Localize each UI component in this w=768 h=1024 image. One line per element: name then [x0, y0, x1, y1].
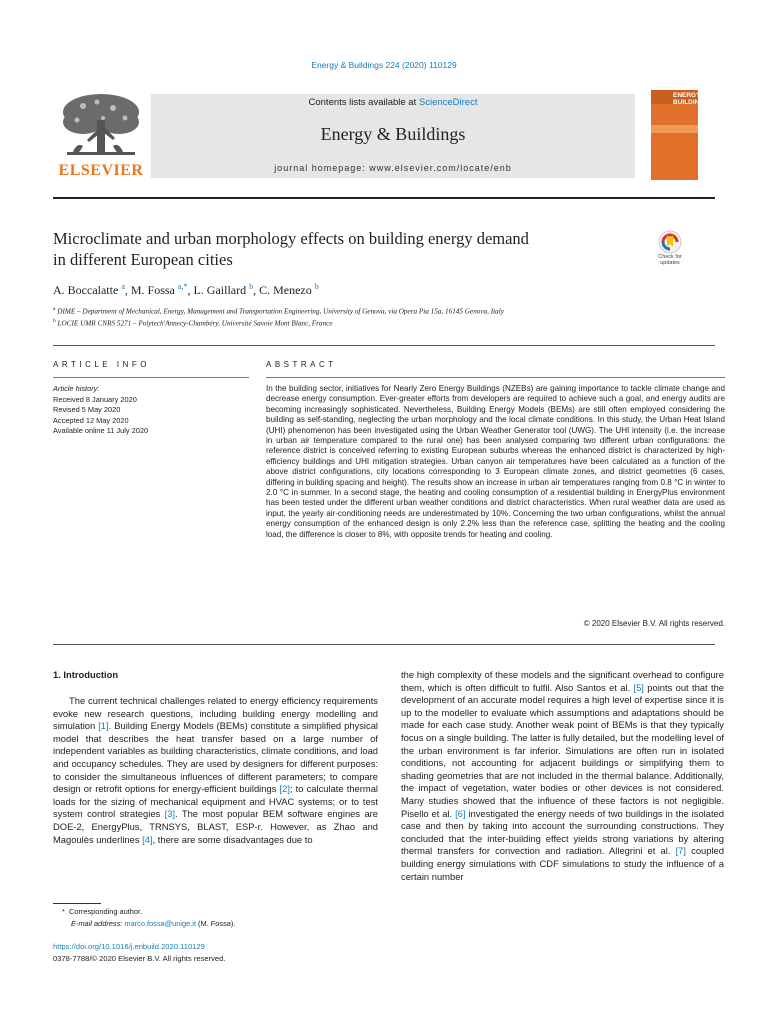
- received-date: Received 8 January 2020: [53, 394, 137, 404]
- affiliation-a: [53, 306, 504, 315]
- article-title-line-1: Microclimate and urban morphology effects on building energy demand: [53, 229, 529, 248]
- intro-paragraph-right: [401, 669, 724, 883]
- elsevier-wordmark: ELSEVIER: [58, 162, 144, 179]
- author-name[interactable]: A. Boccalatte: [53, 283, 119, 297]
- article-history: [53, 384, 253, 437]
- body-text-segment: points out that the development of an accurate model requires a high level of expertise since it is up to the modeller to evaluate which assumptions and adaptations should be made for each case study. Another weak point of BEMs is that they typically focus on a single building. The latter is fully detailed, but the modelling level of the urban environment is far inferior. Simulations are often run in isolated conditions, not accounting for adjacent buildings or simplifying them to shading geometries that are not included in the thermal balance. Additionally, the impact of vegetation, water bodies or other devices is not considered. Many studies showed that the influence of these factors is not negligible. Pisello et al.: [401, 681, 724, 819]
- author-name[interactable]: L. Gaillard: [193, 283, 247, 297]
- author-list: A. Boccalatte $^a$, M. Fossa $^{a,*}$, L. Gaillard $^b$, C. Menezo $^b$: [53, 282, 319, 297]
- cover-mid-band: [651, 125, 698, 133]
- footnote-text: Corresponding author.: [69, 907, 143, 916]
- intro-paragraph-left: [53, 695, 378, 846]
- affiliation-text: LOCIE UMR CNRS 5271 – Polytech'Annecy-Chambéry, Université Savoie Mont Blanc, France: [57, 319, 333, 328]
- body-text-segment: ; to calculate thermal loads for the sizing of mechanical equipment and HVAC systems; or to test system control strategies: [53, 783, 378, 820]
- article-info-heading: ARTICLE INFO: [53, 360, 150, 369]
- affiliation-divider: [53, 345, 715, 346]
- cover-title: ENERGY BUILDINGS: [673, 92, 709, 106]
- footnote-rule: [53, 903, 101, 904]
- reference-link[interactable]: [7]: [675, 845, 686, 857]
- reference-link[interactable]: [1]: [98, 720, 109, 732]
- abstract-heading: ABSTRACT: [266, 360, 337, 369]
- corresponding-author-note: [62, 907, 142, 916]
- author-email-link[interactable]: marco.fossa@unige.it: [124, 919, 196, 928]
- author-affiliation-mark[interactable]: a,*: [177, 282, 188, 291]
- issn-copyright: 0378-7788/© 2020 Elsevier B.V. All rights reserved.: [53, 954, 226, 963]
- reference-link[interactable]: [3]: [164, 808, 176, 820]
- header-rule: [53, 197, 715, 199]
- journal-banner: [151, 94, 635, 178]
- check-for-updates-label: Check for updates: [658, 254, 682, 266]
- online-date: Available online 11 July 2020: [53, 426, 149, 435]
- reference-link[interactable]: [5]: [633, 681, 644, 693]
- body-text-segment: , there are some disadvantages due to: [152, 833, 313, 845]
- body-text-segment: coupled building energy simulations with CDF simulations to study the influence of a certain number: [401, 845, 724, 882]
- abstract-body: [266, 384, 725, 540]
- body-text-segment: The current technical challenges related to energy efficiency requirements evoke new research questions, including building energy modelling and simulation: [53, 695, 378, 732]
- body-left-column: [53, 695, 378, 846]
- journal-cover-thumbnail: [651, 90, 709, 180]
- article-info-rule: [53, 377, 249, 378]
- abstract-copyright: © 2020 Elsevier B.V. All rights reserved.: [583, 619, 725, 628]
- journal-citation-link[interactable]: Energy & Buildings 224 (2020) 110129: [311, 60, 457, 70]
- author-name[interactable]: M. Fossa: [130, 283, 175, 297]
- article-title: [53, 228, 643, 270]
- affiliation-marker: a: [53, 306, 56, 312]
- body-text-segment: . The most popular BEM software engines are DOE-2, EnergyPlus, TRNSYS, BLAST, ESP-r. However, as Zhao and Magoulès underlines: [53, 808, 378, 845]
- article-title-line-2: in different European cities: [53, 250, 233, 269]
- contents-availability: [151, 97, 635, 108]
- author-affiliation-mark[interactable]: b: [314, 282, 319, 291]
- journal-header: [53, 90, 709, 182]
- affiliation-text: DIME – Department of Mechanical, Energy, Management and Transportation Engineering, University of Genova, via Opera Pia 15a, 16145 Genova, Italy: [57, 307, 504, 316]
- email-note: [71, 919, 235, 928]
- journal-homepage[interactable]: journal homepage: www.elsevier.com/locate/enb: [274, 163, 512, 173]
- revised-date: Revised 5 May 2020: [53, 405, 121, 414]
- abstract-text: In the building sector, initiatives for Nearly Zero Energy Buildings (NZEBs) are gaining importance to tackle climate change and decrease energy consumption. Ever-greater efforts from developers are required to achieve such a goal, and energy audits are becoming increasingly sophisticated. Nevertheless, Building Energy Models (BEMs) are still often employed considering the building as self-standing, neglecting the urban morphology and the local climate conditions. In this study, the Urban Heat Island (UHI) phenomenon has been investigated using the Urban Weather Generator tool (UWG). The UHI intensity (i.e. the increase in urban air temperature compared to the rural one) has been analysed comparing two different urban configurations: the reference district is conceived referring to existing European suburbs whereas the enhanced district is characterized by high-efficiency buildings and UHI mitigation strategies. Urban canyon air temperatures have been calculated as a function of the above district configurations, city locations corresponding to 3 European climate zones, and district geometries (6 cases, differing in building spacing and height). The results show an increase in urban air temperatures ranging from 0.8 °C in winter to 2.0 °C in summer. In a second stage, the heating and cooling consumption of a residential building in EnergyPlus environment has been tested under the different urban weather conditions and district characteristics. When rural weather data are used as input, the yearly air-conditioning needs are underestimated by 10%. Concerning the two urban configurations, whilst the annual energy consumption of the enhanced design is only 2.2% less than the reference case, splitting the heating and the cooling load, the difference is closer to 8%, with opposite trends for heating and cooling.: [266, 384, 725, 539]
- author-affiliation-mark[interactable]: b: [249, 282, 254, 291]
- abstract-rule: [266, 377, 725, 378]
- author-name[interactable]: C. Menezo: [259, 283, 312, 297]
- section-heading-introduction: 1. Introduction: [53, 669, 119, 680]
- reference-link[interactable]: [2]: [279, 783, 290, 795]
- email-label: E-mail address:: [71, 919, 123, 928]
- body-text-segment: . Building Energy Models (BEMs) constitute a simplified physical model that describes the heat transfer based on a large number of independent variables as building characteristics, climate conditions, and load and occupancy schedules. They are used by designers for different purposes: to consider the simultaneous influences of different parameters; to compare design or retrofit options for energy-efficient buildings: [53, 720, 378, 795]
- reference-link[interactable]: [4]: [142, 833, 153, 845]
- email-suffix: (M. Fossa).: [196, 919, 236, 928]
- sciencedirect-link[interactable]: ScienceDirect: [418, 97, 478, 108]
- author-affiliation-mark[interactable]: a: [121, 282, 125, 291]
- body-right-column: [401, 669, 724, 883]
- footnote-marker: *: [62, 907, 65, 916]
- journal-title: Energy & Buildings: [320, 124, 466, 144]
- affiliation-b: [53, 318, 333, 327]
- abstract-bottom-rule: [53, 644, 715, 645]
- body-text-segment: investigated the energy needs of two buildings in the isolated case and then by taking into account the surrounding constructions. They concluded that the inter-building effect yields strong variations by altering thermal transfers for convection and radiation. Allegrini et al.: [401, 807, 724, 857]
- doi-link[interactable]: https://doi.org/10.1016/j.enbuild.2020.110129: [53, 942, 205, 951]
- accepted-date: Accepted 12 May 2020: [53, 415, 129, 425]
- contents-prefix: Contents lists available at: [308, 97, 419, 108]
- reference-link[interactable]: [6]: [455, 807, 466, 819]
- affiliation-marker: b: [53, 318, 56, 324]
- body-text-segment: the high complexity of these models and the significant overhead to configure them, which is often difficult to fulfil. Also Santos et al.: [401, 669, 724, 693]
- history-label: Article history:: [53, 384, 100, 393]
